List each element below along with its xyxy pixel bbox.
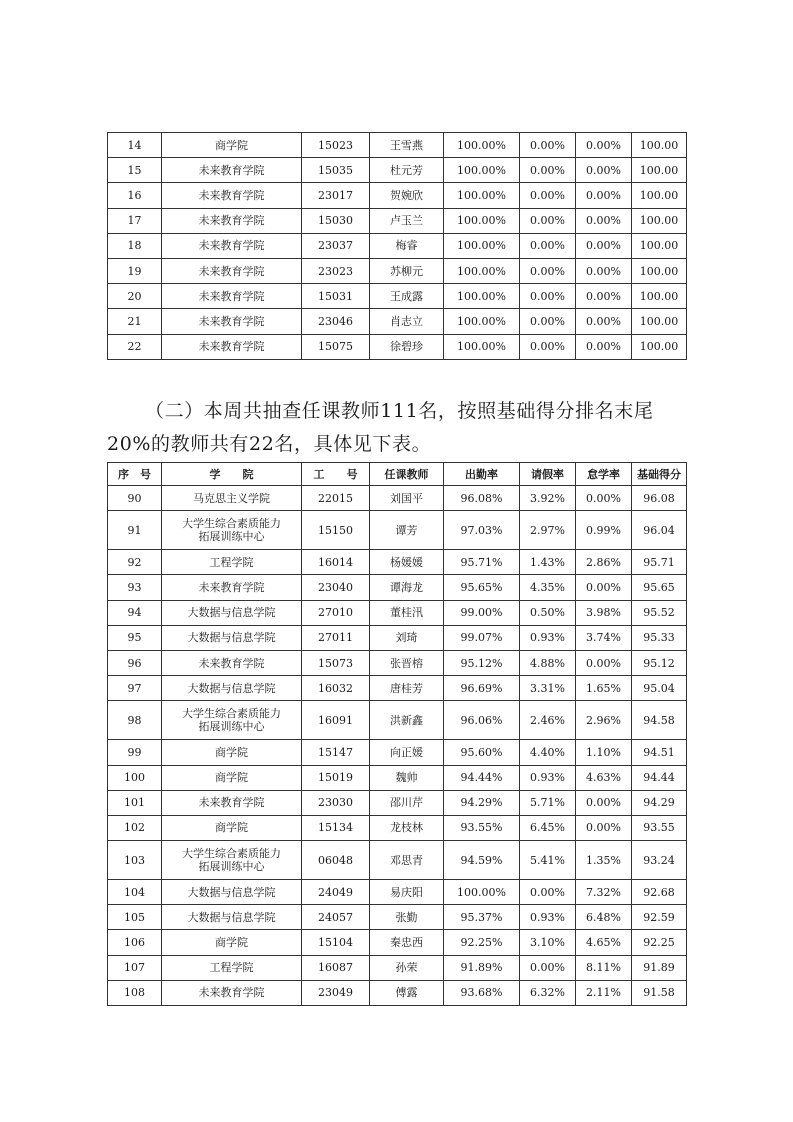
cell-truancy-rate: 0.00% — [576, 790, 632, 815]
cell-base-score: 94.44 — [632, 765, 687, 790]
table-row — [108, 650, 687, 675]
cell-index: 94 — [108, 600, 162, 625]
table-row — [108, 980, 687, 1005]
cell-index: 91 — [108, 511, 162, 550]
cell-staff-id: 15035 — [302, 158, 370, 183]
cell-attendance-rate: 100.00% — [444, 133, 520, 158]
header-leave-rate: 请假率 — [520, 463, 576, 486]
table-row — [108, 955, 687, 980]
cell-truancy-rate: 0.00% — [576, 309, 632, 334]
cell-teacher: 龙枝林 — [370, 815, 444, 840]
table-header-row — [108, 463, 687, 486]
cell-truancy-rate: 2.86% — [576, 550, 632, 575]
table-row — [108, 511, 687, 550]
cell-staff-id: 24057 — [302, 905, 370, 930]
cell-leave-rate: 3.10% — [520, 930, 576, 955]
cell-teacher: 刘国平 — [370, 486, 444, 511]
cell-attendance-rate: 94.44% — [444, 765, 520, 790]
table-row — [108, 790, 687, 815]
cell-attendance-rate: 100.00% — [444, 880, 520, 905]
table-row — [108, 233, 687, 258]
cell-index: 101 — [108, 790, 162, 815]
cell-college: 大学生综合素质能力 拓展训练中心 — [162, 701, 302, 740]
cell-truancy-rate: 8.11% — [576, 955, 632, 980]
cell-leave-rate: 0.00% — [520, 208, 576, 233]
cell-truancy-rate: 0.00% — [576, 233, 632, 258]
cell-teacher: 魏帅 — [370, 765, 444, 790]
cell-index: 17 — [108, 208, 162, 233]
cell-index: 92 — [108, 550, 162, 575]
table-row — [108, 815, 687, 840]
cell-index: 106 — [108, 930, 162, 955]
table-row — [108, 930, 687, 955]
cell-index: 90 — [108, 486, 162, 511]
cell-index: 16 — [108, 183, 162, 208]
cell-college: 大数据与信息学院 — [162, 880, 302, 905]
cell-leave-rate: 6.32% — [520, 980, 576, 1005]
cell-staff-id: 27011 — [302, 625, 370, 650]
cell-truancy-rate: 0.00% — [576, 183, 632, 208]
table-row — [108, 600, 687, 625]
cell-attendance-rate: 100.00% — [444, 158, 520, 183]
cell-truancy-rate: 3.74% — [576, 625, 632, 650]
cell-staff-id: 23023 — [302, 258, 370, 283]
cell-base-score: 100.00 — [632, 284, 687, 309]
cell-attendance-rate: 96.06% — [444, 701, 520, 740]
table-row — [108, 740, 687, 765]
bottom-20-teacher-table — [107, 462, 687, 1006]
cell-attendance-rate: 96.69% — [444, 676, 520, 701]
cell-leave-rate: 0.93% — [520, 765, 576, 790]
cell-teacher: 谭海龙 — [370, 575, 444, 600]
cell-college: 大数据与信息学院 — [162, 600, 302, 625]
cell-college: 商学院 — [162, 815, 302, 840]
cell-truancy-rate: 3.98% — [576, 600, 632, 625]
cell-teacher: 谭芳 — [370, 511, 444, 550]
cell-staff-id: 23017 — [302, 183, 370, 208]
table-row — [108, 575, 687, 600]
cell-attendance-rate: 100.00% — [444, 334, 520, 359]
cell-truancy-rate: 1.10% — [576, 740, 632, 765]
cell-teacher: 洪新鑫 — [370, 701, 444, 740]
cell-truancy-rate: 0.00% — [576, 486, 632, 511]
cell-staff-id: 15150 — [302, 511, 370, 550]
cell-truancy-rate: 2.96% — [576, 701, 632, 740]
cell-college: 未来教育学院 — [162, 158, 302, 183]
cell-attendance-rate: 97.03% — [444, 511, 520, 550]
cell-attendance-rate: 96.08% — [444, 486, 520, 511]
top-20-teacher-table-continued — [107, 132, 687, 360]
cell-truancy-rate: 0.00% — [576, 334, 632, 359]
cell-attendance-rate: 100.00% — [444, 309, 520, 334]
cell-attendance-rate: 100.00% — [444, 233, 520, 258]
cell-staff-id: 23037 — [302, 233, 370, 258]
cell-truancy-rate: 0.00% — [576, 815, 632, 840]
cell-attendance-rate: 95.60% — [444, 740, 520, 765]
cell-index: 21 — [108, 309, 162, 334]
cell-college: 未来教育学院 — [162, 208, 302, 233]
cell-base-score: 94.58 — [632, 701, 687, 740]
cell-leave-rate: 0.00% — [520, 233, 576, 258]
cell-teacher: 苏柳元 — [370, 258, 444, 283]
cell-index: 97 — [108, 676, 162, 701]
cell-index: 93 — [108, 575, 162, 600]
cell-truancy-rate: 0.00% — [576, 258, 632, 283]
cell-index: 96 — [108, 650, 162, 675]
cell-attendance-rate: 93.68% — [444, 980, 520, 1005]
cell-college: 工程学院 — [162, 955, 302, 980]
cell-attendance-rate: 100.00% — [444, 284, 520, 309]
cell-teacher: 梅睿 — [370, 233, 444, 258]
cell-truancy-rate: 0.00% — [576, 133, 632, 158]
table-row — [108, 486, 687, 511]
cell-base-score: 95.12 — [632, 650, 687, 675]
cell-teacher: 张勤 — [370, 905, 444, 930]
cell-teacher: 秦忠西 — [370, 930, 444, 955]
cell-college: 未来教育学院 — [162, 183, 302, 208]
cell-college: 大数据与信息学院 — [162, 676, 302, 701]
cell-leave-rate: 0.93% — [520, 905, 576, 930]
cell-college: 未来教育学院 — [162, 790, 302, 815]
cell-college: 商学院 — [162, 930, 302, 955]
cell-base-score: 91.58 — [632, 980, 687, 1005]
table-row — [108, 765, 687, 790]
cell-staff-id: 16014 — [302, 550, 370, 575]
cell-leave-rate: 5.71% — [520, 790, 576, 815]
cell-attendance-rate: 95.65% — [444, 575, 520, 600]
header-base-score: 基础得分 — [632, 463, 687, 486]
cell-leave-rate: 0.93% — [520, 625, 576, 650]
cell-base-score: 92.25 — [632, 930, 687, 955]
cell-college: 未来教育学院 — [162, 284, 302, 309]
cell-index: 14 — [108, 133, 162, 158]
cell-truancy-rate: 4.63% — [576, 765, 632, 790]
cell-base-score: 100.00 — [632, 133, 687, 158]
cell-base-score: 93.24 — [632, 841, 687, 880]
cell-teacher: 徐碧珍 — [370, 334, 444, 359]
cell-leave-rate: 6.45% — [520, 815, 576, 840]
cell-index: 103 — [108, 841, 162, 880]
cell-base-score: 92.68 — [632, 880, 687, 905]
cell-college: 未来教育学院 — [162, 650, 302, 675]
cell-attendance-rate: 92.25% — [444, 930, 520, 955]
cell-base-score: 92.59 — [632, 905, 687, 930]
cell-college: 大数据与信息学院 — [162, 625, 302, 650]
cell-college: 大学生综合素质能力 拓展训练中心 — [162, 511, 302, 550]
cell-college: 马克思主义学院 — [162, 486, 302, 511]
cell-leave-rate: 0.00% — [520, 133, 576, 158]
cell-college: 未来教育学院 — [162, 309, 302, 334]
cell-base-score: 100.00 — [632, 258, 687, 283]
cell-attendance-rate: 95.37% — [444, 905, 520, 930]
cell-teacher: 王成露 — [370, 284, 444, 309]
cell-leave-rate: 2.46% — [520, 701, 576, 740]
cell-leave-rate: 0.00% — [520, 284, 576, 309]
cell-attendance-rate: 99.07% — [444, 625, 520, 650]
cell-index: 100 — [108, 765, 162, 790]
cell-index: 19 — [108, 258, 162, 283]
cell-staff-id: 15031 — [302, 284, 370, 309]
cell-college: 商学院 — [162, 133, 302, 158]
cell-teacher: 肖志立 — [370, 309, 444, 334]
table-row — [108, 334, 687, 359]
cell-teacher: 唐桂芳 — [370, 676, 444, 701]
cell-index: 99 — [108, 740, 162, 765]
cell-college: 未来教育学院 — [162, 575, 302, 600]
table-row — [108, 133, 687, 158]
cell-teacher: 孙荣 — [370, 955, 444, 980]
cell-attendance-rate: 100.00% — [444, 183, 520, 208]
cell-college: 未来教育学院 — [162, 334, 302, 359]
cell-attendance-rate: 91.89% — [444, 955, 520, 980]
cell-staff-id: 15030 — [302, 208, 370, 233]
table-row — [108, 625, 687, 650]
cell-staff-id: 23040 — [302, 575, 370, 600]
cell-attendance-rate: 100.00% — [444, 208, 520, 233]
cell-leave-rate: 1.43% — [520, 550, 576, 575]
cell-index: 18 — [108, 233, 162, 258]
cell-index: 15 — [108, 158, 162, 183]
cell-attendance-rate: 95.12% — [444, 650, 520, 675]
cell-index: 105 — [108, 905, 162, 930]
table-row — [108, 550, 687, 575]
cell-staff-id: 22015 — [302, 486, 370, 511]
cell-staff-id: 23046 — [302, 309, 370, 334]
cell-leave-rate: 2.97% — [520, 511, 576, 550]
cell-teacher: 易庆阳 — [370, 880, 444, 905]
cell-staff-id: 16032 — [302, 676, 370, 701]
cell-index: 20 — [108, 284, 162, 309]
cell-truancy-rate: 2.11% — [576, 980, 632, 1005]
table-row — [108, 158, 687, 183]
header-attendance-rate: 出勤率 — [444, 463, 520, 486]
cell-college: 未来教育学院 — [162, 980, 302, 1005]
cell-base-score: 100.00 — [632, 309, 687, 334]
table-row — [108, 309, 687, 334]
cell-staff-id: 24049 — [302, 880, 370, 905]
cell-staff-id: 27010 — [302, 600, 370, 625]
cell-base-score: 95.04 — [632, 676, 687, 701]
table-row — [108, 208, 687, 233]
cell-staff-id: 15073 — [302, 650, 370, 675]
cell-teacher: 贺婉欣 — [370, 183, 444, 208]
cell-staff-id: 15075 — [302, 334, 370, 359]
cell-truancy-rate: 0.00% — [576, 575, 632, 600]
cell-base-score: 100.00 — [632, 334, 687, 359]
table-row — [108, 905, 687, 930]
cell-teacher: 杨媛媛 — [370, 550, 444, 575]
cell-college: 商学院 — [162, 765, 302, 790]
cell-truancy-rate: 6.48% — [576, 905, 632, 930]
cell-staff-id: 23030 — [302, 790, 370, 815]
cell-base-score: 91.89 — [632, 955, 687, 980]
cell-teacher: 张晋榕 — [370, 650, 444, 675]
cell-leave-rate: 3.92% — [520, 486, 576, 511]
cell-leave-rate: 0.00% — [520, 334, 576, 359]
cell-college: 商学院 — [162, 740, 302, 765]
cell-base-score: 95.71 — [632, 550, 687, 575]
cell-teacher: 刘琦 — [370, 625, 444, 650]
cell-base-score: 95.52 — [632, 600, 687, 625]
cell-college: 未来教育学院 — [162, 258, 302, 283]
cell-leave-rate: 0.00% — [520, 258, 576, 283]
cell-truancy-rate: 4.65% — [576, 930, 632, 955]
cell-leave-rate: 4.35% — [520, 575, 576, 600]
cell-base-score: 95.65 — [632, 575, 687, 600]
cell-staff-id: 16087 — [302, 955, 370, 980]
table-row — [108, 183, 687, 208]
table-row — [108, 841, 687, 880]
header-index: 序 号 — [108, 463, 162, 486]
cell-college: 工程学院 — [162, 550, 302, 575]
cell-leave-rate: 0.50% — [520, 600, 576, 625]
header-truancy-rate: 怠学率 — [576, 463, 632, 486]
header-staff-id: 工 号 — [302, 463, 370, 486]
cell-staff-id: 15019 — [302, 765, 370, 790]
cell-index: 102 — [108, 815, 162, 840]
cell-index: 108 — [108, 980, 162, 1005]
cell-base-score: 100.00 — [632, 208, 687, 233]
cell-staff-id: 06048 — [302, 841, 370, 880]
table-row — [108, 284, 687, 309]
cell-leave-rate: 5.41% — [520, 841, 576, 880]
cell-leave-rate: 0.00% — [520, 309, 576, 334]
cell-attendance-rate: 95.71% — [444, 550, 520, 575]
cell-teacher: 董桂汛 — [370, 600, 444, 625]
cell-leave-rate: 4.88% — [520, 650, 576, 675]
cell-attendance-rate: 93.55% — [444, 815, 520, 840]
cell-base-score: 95.33 — [632, 625, 687, 650]
cell-truancy-rate: 0.00% — [576, 284, 632, 309]
cell-teacher: 邓思青 — [370, 841, 444, 880]
cell-base-score: 94.51 — [632, 740, 687, 765]
cell-teacher: 傅露 — [370, 980, 444, 1005]
cell-base-score: 96.08 — [632, 486, 687, 511]
cell-teacher: 邵川芹 — [370, 790, 444, 815]
cell-staff-id: 23049 — [302, 980, 370, 1005]
cell-index: 104 — [108, 880, 162, 905]
cell-truancy-rate: 1.65% — [576, 676, 632, 701]
cell-staff-id: 15147 — [302, 740, 370, 765]
cell-college: 未来教育学院 — [162, 233, 302, 258]
cell-base-score: 100.00 — [632, 233, 687, 258]
cell-index: 22 — [108, 334, 162, 359]
cell-base-score: 94.29 — [632, 790, 687, 815]
cell-truancy-rate: 0.00% — [576, 158, 632, 183]
cell-leave-rate: 0.00% — [520, 880, 576, 905]
cell-staff-id: 15134 — [302, 815, 370, 840]
cell-base-score: 96.04 — [632, 511, 687, 550]
table-row — [108, 258, 687, 283]
cell-leave-rate: 4.40% — [520, 740, 576, 765]
cell-truancy-rate: 0.00% — [576, 650, 632, 675]
header-college: 学 院 — [162, 463, 302, 486]
cell-index: 107 — [108, 955, 162, 980]
cell-teacher: 王雪燕 — [370, 133, 444, 158]
cell-base-score: 100.00 — [632, 158, 687, 183]
cell-truancy-rate: 1.35% — [576, 841, 632, 880]
cell-leave-rate: 0.00% — [520, 183, 576, 208]
cell-staff-id: 15104 — [302, 930, 370, 955]
cell-teacher: 杜元芳 — [370, 158, 444, 183]
cell-attendance-rate: 94.59% — [444, 841, 520, 880]
cell-college: 大数据与信息学院 — [162, 905, 302, 930]
cell-attendance-rate: 99.00% — [444, 600, 520, 625]
cell-staff-id: 16091 — [302, 701, 370, 740]
cell-truancy-rate: 7.32% — [576, 880, 632, 905]
cell-index: 98 — [108, 701, 162, 740]
cell-index: 95 — [108, 625, 162, 650]
section-paragraph: （二）本周共抽查任课教师111名，按照基础得分排名末尾20%的教师共有22名，具体见下表。 — [107, 400, 654, 455]
cell-college: 大学生综合素质能力 拓展训练中心 — [162, 841, 302, 880]
table-row — [108, 880, 687, 905]
cell-leave-rate: 3.31% — [520, 676, 576, 701]
cell-leave-rate: 0.00% — [520, 158, 576, 183]
cell-truancy-rate: 0.00% — [576, 208, 632, 233]
table-row — [108, 701, 687, 740]
table-row — [108, 676, 687, 701]
cell-base-score: 93.55 — [632, 815, 687, 840]
cell-teacher: 向正媛 — [370, 740, 444, 765]
cell-teacher: 卢玉兰 — [370, 208, 444, 233]
cell-attendance-rate: 94.29% — [444, 790, 520, 815]
cell-truancy-rate: 0.99% — [576, 511, 632, 550]
cell-base-score: 100.00 — [632, 183, 687, 208]
header-teacher: 任课教师 — [370, 463, 444, 486]
cell-staff-id: 15023 — [302, 133, 370, 158]
cell-leave-rate: 0.00% — [520, 955, 576, 980]
cell-attendance-rate: 100.00% — [444, 258, 520, 283]
